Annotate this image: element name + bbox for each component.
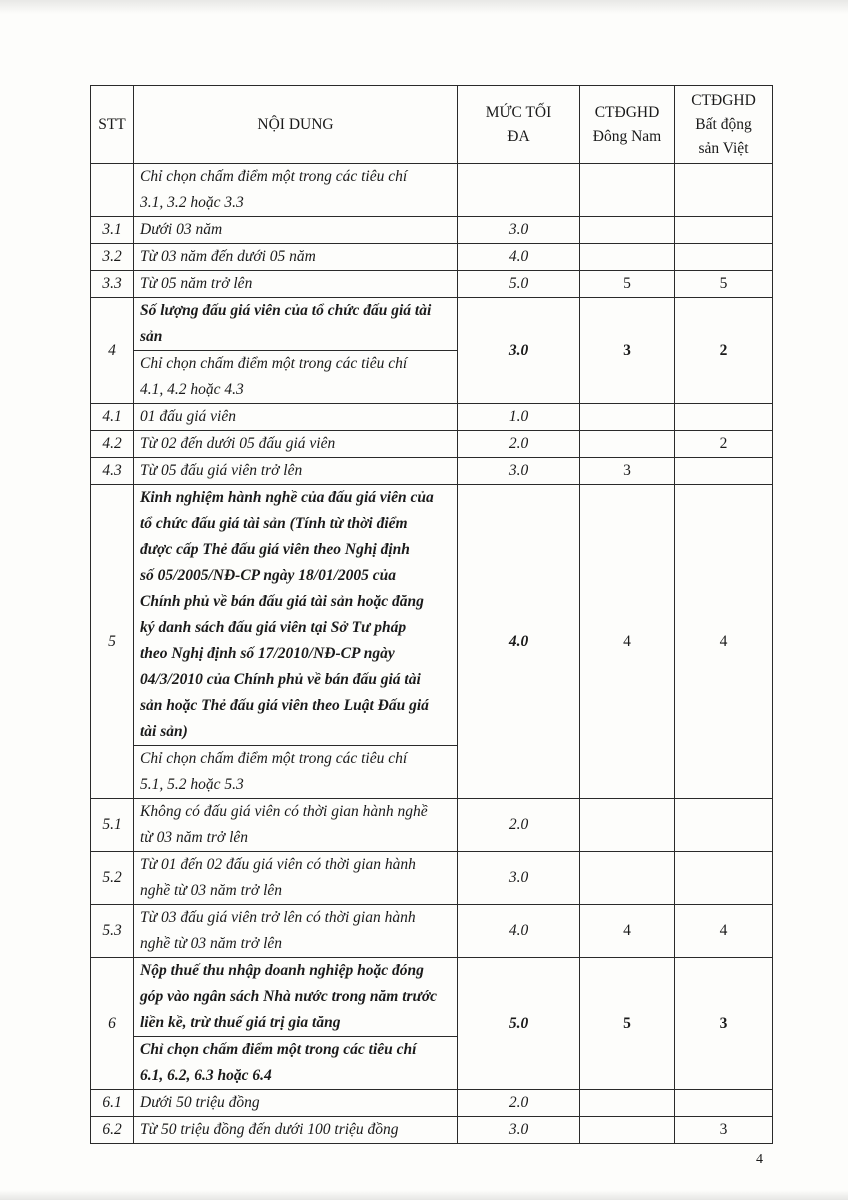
row-max: 2.0 (458, 1090, 580, 1117)
row-dong-nam: 5 (580, 271, 675, 298)
row-stt: 4.2 (91, 431, 134, 458)
row-note: Chỉ chọn chấm điểm một trong các tiêu chí 6.1, 6.2, 6.3 hoặc 6.4 (134, 1037, 458, 1090)
row-content: Không có đấu giá viên có thời gian hành nghề từ 03 năm trở lên (134, 799, 458, 852)
row-max: 3.0 (458, 458, 580, 485)
row-content: Từ 03 đấu giá viên trở lên có thời gian hành nghề từ 03 năm trở lên (134, 905, 458, 958)
row-content: Chỉ chọn chấm điểm một trong các tiêu chí 3.1, 3.2 hoặc 3.3 (134, 164, 458, 217)
row-max: 3.0 (458, 217, 580, 244)
row-max: 3.0 (458, 298, 580, 404)
table-row (91, 852, 773, 905)
row-stt: 3.3 (91, 271, 134, 298)
table-row (91, 799, 773, 852)
row-dong-nam (580, 404, 675, 431)
row-content: Kinh nghiệm hành nghề của đấu giá viên của tổ chức đấu giá tài sản (Tính từ thời điểm được cấp Thẻ đấu giá viên theo Nghị định số 05/2005/NĐ-CP ngày 18/01/2005 của Chính phủ về bán đấu giá tài sản hoặc đăng ký danh sách đấu giá viên tại Sở Tư pháp theo Nghị định số 17/2010/NĐ-CP ngày 04/3/2010 của Chính phủ về bán đấu giá tài sản hoặc Thẻ đấu giá viên theo Luật Đấu giá tài sản) (134, 485, 458, 746)
row-stt: 5.1 (91, 799, 134, 852)
row-content: Từ 03 năm đến dưới 05 năm (134, 244, 458, 271)
header-bat-dong-san: CTĐGHD Bất động sản Việt (675, 86, 773, 164)
row-dong-nam: 3 (580, 458, 675, 485)
row-stt: 5.3 (91, 905, 134, 958)
row-bat-dong-san: 2 (675, 298, 773, 404)
row-stt: 6.1 (91, 1090, 134, 1117)
row-dong-nam: 3 (580, 298, 675, 404)
row-max: 4.0 (458, 905, 580, 958)
table-row (91, 1090, 773, 1117)
row-max: 2.0 (458, 431, 580, 458)
row-note: Chỉ chọn chấm điểm một trong các tiêu chí 4.1, 4.2 hoặc 4.3 (134, 351, 458, 404)
row-bat-dong-san (675, 404, 773, 431)
row-content: Từ 05 năm trở lên (134, 271, 458, 298)
row-bat-dong-san: 2 (675, 431, 773, 458)
row-stt: 6.2 (91, 1117, 134, 1144)
row-max: 3.0 (458, 1117, 580, 1144)
table-row (91, 164, 773, 217)
row-max: 3.0 (458, 852, 580, 905)
table-row (91, 958, 773, 1037)
row-stt: 4.1 (91, 404, 134, 431)
table-row (91, 1117, 773, 1144)
scoring-table (90, 85, 773, 1144)
row-stt: 3.1 (91, 217, 134, 244)
header-row (91, 86, 773, 164)
row-content: Số lượng đấu giá viên của tổ chức đấu giá tài sản (134, 298, 458, 351)
row-stt: 4 (91, 298, 134, 404)
table-row (91, 244, 773, 271)
table-row (91, 905, 773, 958)
row-dong-nam (580, 217, 675, 244)
row-bat-dong-san: 3 (675, 1117, 773, 1144)
row-bat-dong-san: 3 (675, 958, 773, 1090)
row-dong-nam (580, 244, 675, 271)
row-dong-nam: 5 (580, 958, 675, 1090)
table-row (91, 431, 773, 458)
scan-top-shadow (0, 0, 848, 14)
row-max: 2.0 (458, 799, 580, 852)
row-content: Từ 50 triệu đồng đến dưới 100 triệu đồng (134, 1117, 458, 1144)
row-content: Dưới 03 năm (134, 217, 458, 244)
row-bat-dong-san: 5 (675, 271, 773, 298)
row-dong-nam (580, 799, 675, 852)
row-dong-nam (580, 1090, 675, 1117)
row-stt: 6 (91, 958, 134, 1090)
table-row (91, 271, 773, 298)
header-stt: STT (91, 86, 134, 164)
row-max: 5.0 (458, 958, 580, 1090)
row-stt: 5 (91, 485, 134, 799)
row-content: Từ 01 đến 02 đấu giá viên có thời gian hành nghề từ 03 năm trở lên (134, 852, 458, 905)
row-content: Nộp thuế thu nhập doanh nghiệp hoặc đóng góp vào ngân sách Nhà nước trong năm trước liền kề, trừ thuế giá trị gia tăng (134, 958, 458, 1037)
row-bat-dong-san: 4 (675, 485, 773, 799)
row-content: Từ 05 đấu giá viên trở lên (134, 458, 458, 485)
row-content: Dưới 50 triệu đồng (134, 1090, 458, 1117)
page-number: 4 (756, 1152, 763, 1167)
row-dong-nam: 4 (580, 905, 675, 958)
table-row (91, 485, 773, 746)
row-max: 4.0 (458, 244, 580, 271)
row-dong-nam (580, 1117, 675, 1144)
row-bat-dong-san (675, 1090, 773, 1117)
row-bat-dong-san (675, 458, 773, 485)
row-max: 5.0 (458, 271, 580, 298)
row-dong-nam: 4 (580, 485, 675, 799)
row-content: 01 đấu giá viên (134, 404, 458, 431)
row-note: Chỉ chọn chấm điểm một trong các tiêu chí 5.1, 5.2 hoặc 5.3 (134, 746, 458, 799)
row-dong-nam (580, 852, 675, 905)
table-row (91, 217, 773, 244)
row-bat-dong-san (675, 799, 773, 852)
table-row (91, 404, 773, 431)
row-bat-dong-san: 4 (675, 905, 773, 958)
row-stt: 5.2 (91, 852, 134, 905)
header-muc-toi-da: MỨC TỐI ĐA (458, 86, 580, 164)
row-content: Từ 02 đến dưới 05 đấu giá viên (134, 431, 458, 458)
row-stt: 3.2 (91, 244, 134, 271)
scan-bottom-shadow (0, 1190, 848, 1200)
header-dong-nam: CTĐGHD Đông Nam (580, 86, 675, 164)
row-bat-dong-san (675, 244, 773, 271)
row-bat-dong-san (675, 217, 773, 244)
table-row (91, 298, 773, 351)
row-stt: 4.3 (91, 458, 134, 485)
table-row (91, 458, 773, 485)
row-max: 1.0 (458, 404, 580, 431)
row-max: 4.0 (458, 485, 580, 799)
row-dong-nam (580, 431, 675, 458)
row-bat-dong-san (675, 852, 773, 905)
header-noi-dung: NỘI DUNG (134, 86, 458, 164)
